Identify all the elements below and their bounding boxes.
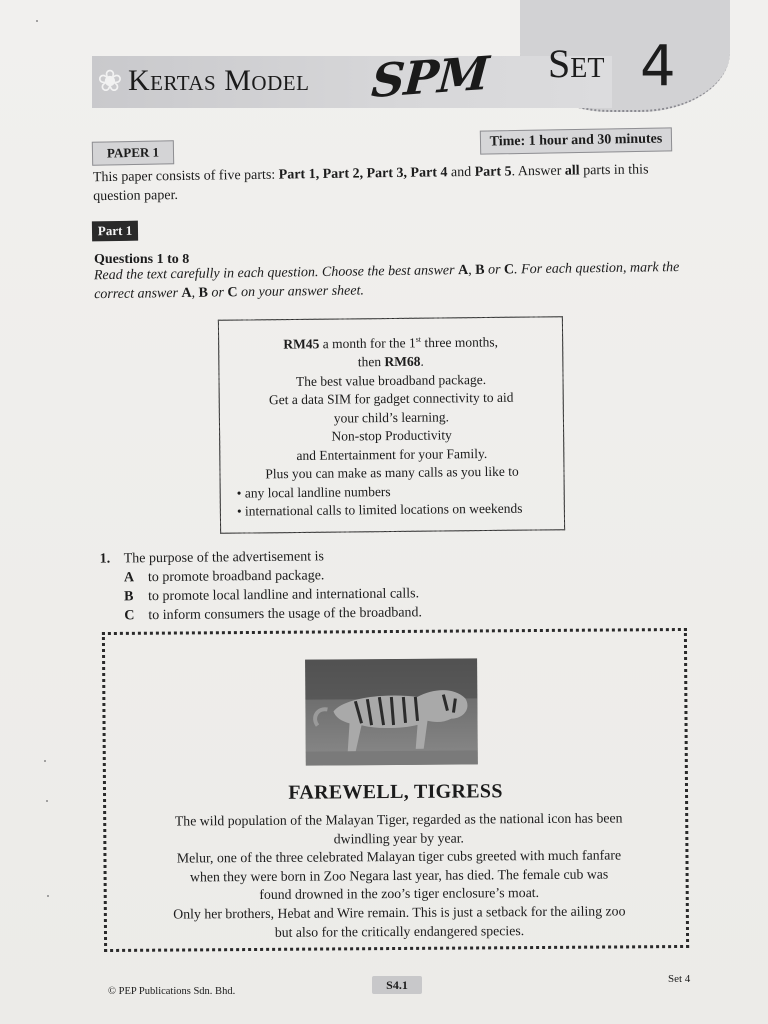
ad-line: your child’s learning. [333, 408, 450, 426]
option-a[interactable]: A to promote broadband package. [123, 568, 325, 586]
tiger-photo [305, 658, 478, 765]
ad-bullet: • international calls to limited locations on weekends [237, 499, 564, 521]
ad-line-then: then RM68. [357, 353, 424, 370]
article-body: The wild population of the Malayan Tiger, regarded as the national icon has been dwindling year by year. Melur, one of the three celebrated Malayan tiger cubs greeted with much fanfare when they were born in Zoo Negara last year, has died. The female cub was found drowned in the zoo’s tiger enclosure’s moat. Only her brothers, Hebat and Wire remain. This is just a setback for the ailing zoo but also for the critically endangered species. [173, 810, 626, 940]
part-label: Part 1 [92, 221, 138, 242]
article-title: FAREWELL, TIGRESS [288, 780, 503, 804]
questions-heading: Questions 1 to 8 [94, 252, 190, 267]
ad-line: Non-stop Productivity [331, 427, 452, 444]
header-spm: SPM [369, 46, 491, 108]
instructions: Read the text carefully in each question. Choose the best answer A, B or C. For each question, mark the correct answer A, B or C on your answer sheet. [93, 260, 680, 303]
option-c[interactable]: C to inform consumers the usage of the broadband. [124, 605, 423, 624]
ad-bullet: • any local landline numbers [237, 481, 564, 503]
header-ornament-icon: ❀ [97, 65, 123, 98]
option-b[interactable]: B to promote local landline and international calls. [124, 586, 420, 605]
header-set-number: 4 [640, 34, 676, 99]
question-1 [100, 546, 422, 625]
scan-speck [36, 20, 38, 22]
question-number: 1. [99, 551, 111, 567]
ad-line-price: RM45 a month for the 1st three months, [283, 334, 498, 352]
scan-speck [47, 895, 49, 897]
scan-speck [44, 760, 46, 762]
question-stem: The purpose of the advertisement is [123, 549, 324, 567]
time-label: Time: 1 hour and 30 minutes [480, 127, 672, 154]
article-box [102, 628, 689, 952]
footer-copyright: © PEP Publications Sdn. Bhd. [108, 986, 236, 997]
header-title: Kertas Model [128, 64, 310, 97]
advertisement-box [218, 316, 565, 534]
header-set-word: Set [548, 41, 605, 86]
footer-page-number: S4.1 [372, 976, 422, 994]
paper-label: PAPER 1 [92, 140, 174, 165]
ad-line: and Entertainment for your Family. [296, 445, 488, 463]
scan-speck [46, 800, 48, 802]
ad-line: Plus you can make as many calls as you like to [265, 463, 519, 482]
ad-line: The best value broadband package. [295, 371, 487, 389]
ad-line: Get a data SIM for gadget connectivity to aid [268, 389, 514, 408]
intro-paragraph: This paper consists of five parts: Part 1, Part 2, Part 3, Part 4 and Part 5. Answer all parts in this question paper. [92, 162, 649, 205]
footer-set: Set 4 [668, 973, 691, 985]
